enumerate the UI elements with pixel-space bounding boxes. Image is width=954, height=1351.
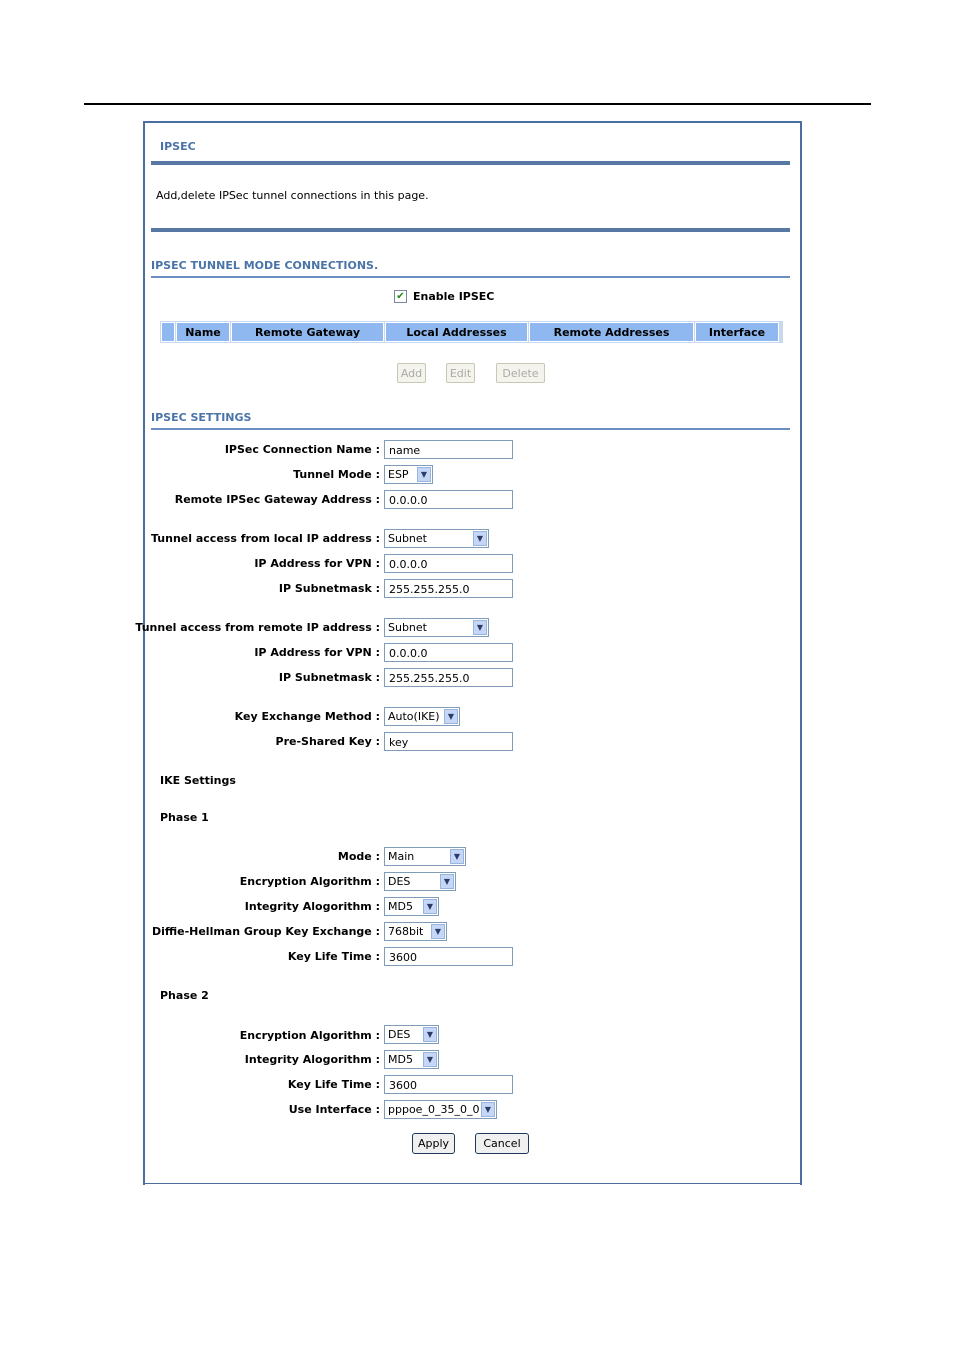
- column-name: Name: [176, 322, 230, 342]
- p1-integ-select[interactable]: [384, 897, 439, 916]
- remote-gateway-label: Remote IPSec Gateway Address :: [174, 493, 380, 506]
- delete-button[interactable]: Delete: [496, 363, 545, 383]
- chevron-down-icon: ▼: [450, 849, 464, 864]
- tunnel-mode-value: ESP: [388, 468, 409, 481]
- remote-ip-input[interactable]: 0.0.0.0: [384, 643, 513, 662]
- local-access-label: Tunnel access from local IP address :: [151, 532, 380, 545]
- tunnel-section-divider: [151, 276, 790, 278]
- remote-ip-label: IP Address for VPN :: [254, 646, 380, 659]
- chevron-down-icon: ▼: [431, 924, 445, 939]
- p2-iface-value: pppoe_0_35_0_0: [388, 1103, 480, 1116]
- tunnel-mode-select[interactable]: [384, 465, 433, 484]
- p1-enc-value: DES: [388, 875, 411, 888]
- tunnel-section-title: IPSEC TUNNEL MODE CONNECTIONS.: [151, 259, 379, 272]
- page-title: IPSEC: [160, 140, 196, 153]
- tunnel-table-header: [160, 321, 783, 343]
- settings-section-title: IPSEC SETTINGS: [151, 411, 252, 424]
- p1-mode-label: Mode :: [337, 850, 380, 863]
- p2-life-label: Key Life Time :: [287, 1078, 380, 1091]
- remote-mask-label: IP Subnetmask :: [278, 671, 380, 684]
- p1-dh-label: Diffie-Hellman Group Key Exchange :: [151, 925, 380, 938]
- enable-ipsec-checkbox[interactable]: ✔: [394, 290, 407, 303]
- title-divider: [151, 161, 790, 165]
- chevron-down-icon: ▼: [444, 709, 458, 724]
- chevron-down-icon: ▼: [423, 899, 437, 914]
- remote-access-label: Tunnel access from remote IP address :: [135, 621, 380, 634]
- p1-enc-label: Encryption Algorithm :: [239, 875, 380, 888]
- p1-integ-label: Integrity Alogorithm :: [244, 900, 380, 913]
- p2-life-input[interactable]: 3600: [384, 1075, 513, 1094]
- local-ip-label: IP Address for VPN :: [254, 557, 380, 570]
- phase1-title: Phase 1: [160, 811, 209, 824]
- tunnel-mode-label: Tunnel Mode :: [293, 468, 380, 481]
- key-method-label: Key Exchange Method :: [234, 710, 380, 723]
- page-top-rule: [84, 103, 871, 105]
- remote-gateway-input[interactable]: 0.0.0.0: [384, 490, 513, 509]
- remote-access-select[interactable]: [384, 618, 489, 637]
- ike-settings-title: IKE Settings: [160, 774, 236, 787]
- conn-name-input[interactable]: name: [384, 440, 513, 459]
- p2-enc-select[interactable]: [384, 1025, 439, 1044]
- psk-input[interactable]: key: [384, 732, 513, 751]
- remote-access-value: Subnet: [388, 621, 427, 634]
- description-divider: [151, 228, 790, 232]
- key-method-value: Auto(IKE): [388, 710, 440, 723]
- p2-integ-select[interactable]: [384, 1050, 439, 1069]
- p1-dh-value: 768bit: [388, 925, 424, 938]
- settings-section-divider: [151, 428, 790, 430]
- chevron-down-icon: ▼: [423, 1027, 437, 1042]
- chevron-down-icon: ▼: [481, 1102, 495, 1117]
- enable-ipsec-label: Enable IPSEC: [413, 290, 495, 303]
- p2-iface-label: Use Interface :: [288, 1103, 380, 1116]
- apply-button[interactable]: Apply: [412, 1133, 455, 1154]
- psk-label: Pre-Shared Key :: [275, 735, 380, 748]
- p2-enc-value: DES: [388, 1028, 411, 1041]
- p1-life-input[interactable]: 3600: [384, 947, 513, 966]
- p1-enc-select[interactable]: [384, 872, 456, 891]
- page-description: Add,delete IPSec tunnel connections in this page.: [156, 189, 429, 202]
- local-access-select[interactable]: [384, 529, 489, 548]
- chevron-down-icon: ▼: [423, 1052, 437, 1067]
- remote-mask-input[interactable]: 255.255.255.0: [384, 668, 513, 687]
- p2-integ-label: Integrity Alogorithm :: [244, 1053, 380, 1066]
- local-access-value: Subnet: [388, 532, 427, 545]
- key-method-select[interactable]: [384, 707, 460, 726]
- chevron-down-icon: ▼: [473, 620, 487, 635]
- p2-enc-label: Encryption Algorithm :: [239, 1029, 380, 1042]
- column-local-addresses: Local Addresses: [385, 322, 528, 342]
- enable-ipsec-row: [394, 290, 494, 303]
- local-mask-input[interactable]: 255.255.255.0: [384, 579, 513, 598]
- p1-mode-select[interactable]: [384, 847, 466, 866]
- local-mask-label: IP Subnetmask :: [278, 582, 380, 595]
- conn-name-label: IPSec Connection Name :: [224, 443, 380, 456]
- p1-dh-select[interactable]: [384, 922, 447, 941]
- column-select: [161, 322, 175, 342]
- column-interface: Interface: [695, 322, 779, 342]
- chevron-down-icon: ▼: [473, 531, 487, 546]
- column-remote-gateway: Remote Gateway: [231, 322, 384, 342]
- column-remote-addresses: Remote Addresses: [529, 322, 694, 342]
- phase2-title: Phase 2: [160, 989, 209, 1002]
- chevron-down-icon: ▼: [417, 467, 431, 482]
- p2-integ-value: MD5: [388, 1053, 413, 1066]
- add-button[interactable]: Add: [397, 363, 426, 383]
- edit-button[interactable]: Edit: [446, 363, 475, 383]
- p1-integ-value: MD5: [388, 900, 413, 913]
- p1-mode-value: Main: [388, 850, 415, 863]
- panel-bottom-rule: [143, 1183, 802, 1184]
- p1-life-label: Key Life Time :: [287, 950, 380, 963]
- cancel-button[interactable]: Cancel: [475, 1133, 529, 1154]
- chevron-down-icon: ▼: [440, 874, 454, 889]
- p2-iface-select[interactable]: [384, 1100, 497, 1119]
- local-ip-input[interactable]: 0.0.0.0: [384, 554, 513, 573]
